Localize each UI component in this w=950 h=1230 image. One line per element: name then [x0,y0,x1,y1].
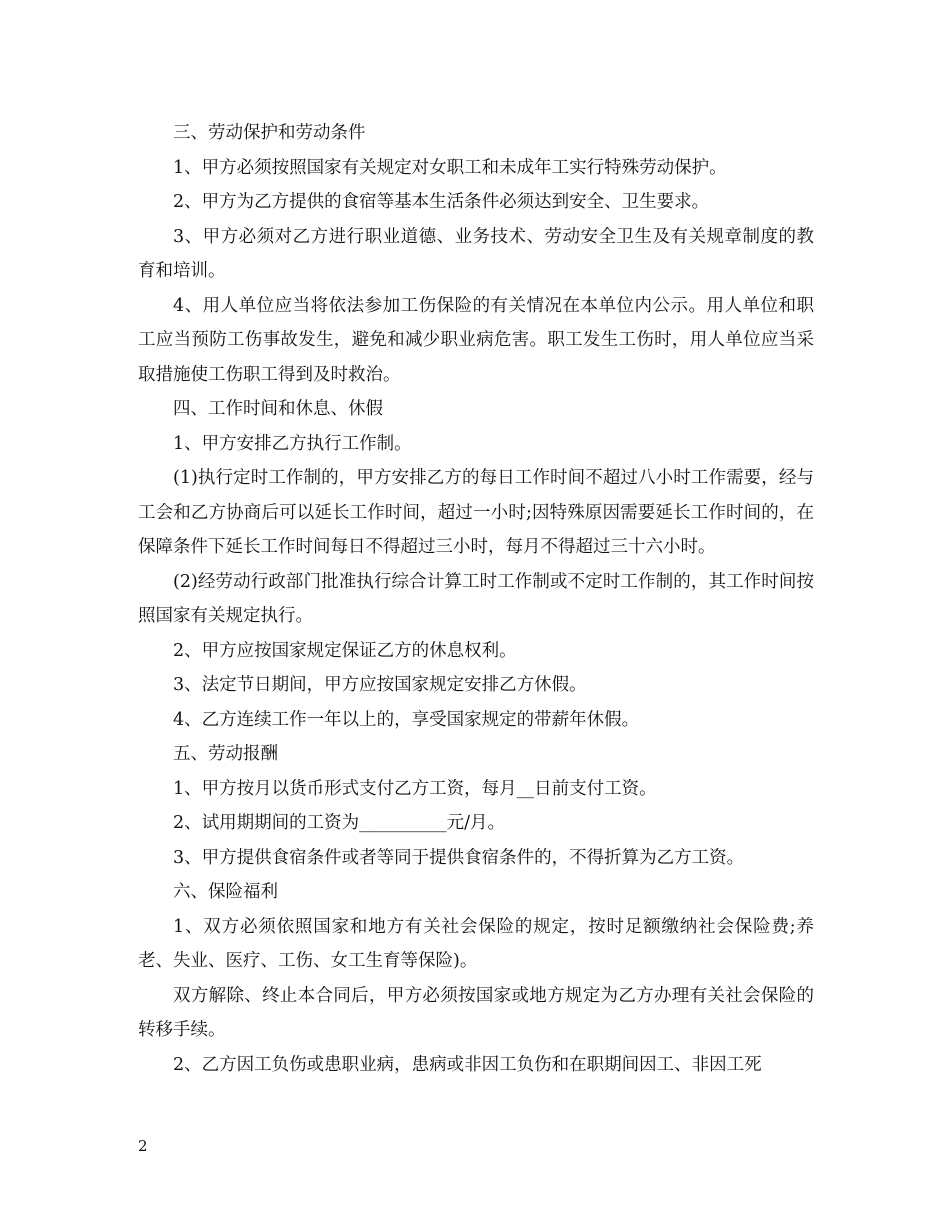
paragraph: 2、乙方因工负伤或患职业病，患病或非因工负伤和在职期间因工、非因工死 [173,1054,762,1075]
paragraph: 2、甲方为乙方提供的食宿等基本生活条件必须达到安全、卫生要求。 [173,192,710,212]
paragraph: 双方解除、终止本合同后，甲方必须按国家或地方规定为乙方办理有关社会保险的转移手续。 [138,985,814,1040]
paragraph: (1)执行定时工作制的，甲方安排乙方的每日工作时间不超过八小时工作需要，经与工会和乙方协商后可以延长工作时间，超过一小时;因特殊原因需要延长工作时间的，在保障条件下延长工作时间每日不得超过三小时，每月不得超过三十六小时。 [138,468,814,557]
paragraph: (2)经劳动行政部门批准执行综合计算工时工作制或不定时工作制的，其工作时间按照国家有关规定执行。 [138,571,814,626]
section-heading-working-hours: 四、工作时间和休息、休假 [173,399,383,419]
paragraph: 2、甲方应按国家规定保证乙方的休息权利。 [173,640,517,661]
section-heading-labor-protection: 三、劳动保护和劳动条件 [173,123,366,143]
paragraph: 1、甲方按月以货币形式支付乙方工资，每月__日前支付工资。 [173,778,657,799]
page-number: 2 [138,1137,148,1155]
paragraph: 3、甲方提供食宿条件或者等同于提供食宿条件的，不得折算为乙方工资。 [173,847,745,868]
paragraph: 4、乙方连续工作一年以上的，享受国家规定的带薪年休假。 [173,709,640,730]
paragraph: 1、甲方必须按照国家有关规定对女职工和未成年工实行特殊劳动保护。 [173,157,727,178]
document-body [138,116,814,1082]
paragraph: 2、试用期期间的工资为__________元/月。 [173,813,506,833]
paragraph: 1、双方必须依照国家和地方有关社会保险的规定，按时足额缴纳社会保险费;养老、失业、医疗、工伤、女工生育等保险)。 [138,916,814,971]
paragraph: 1、甲方安排乙方执行工作制。 [173,433,412,454]
paragraph: 3、甲方必须对乙方进行职业道德、业务技术、劳动安全卫生及有关规章制度的教育和培训。 [138,226,814,281]
paragraph: 3、法定节日期间，甲方应按国家规定安排乙方休假。 [173,675,587,695]
section-heading-insurance: 六、保险福利 [173,882,278,902]
paragraph: 4、用人单位应当将依法参加工伤保险的有关情况在本单位内公示。用人单位和职工应当预防工伤事故发生，避免和减少职业病危害。职工发生工伤时，用人单位应当采取措施使工伤职工得到及时救治。 [138,295,814,385]
section-heading-remuneration: 五、劳动报酬 [173,744,278,764]
